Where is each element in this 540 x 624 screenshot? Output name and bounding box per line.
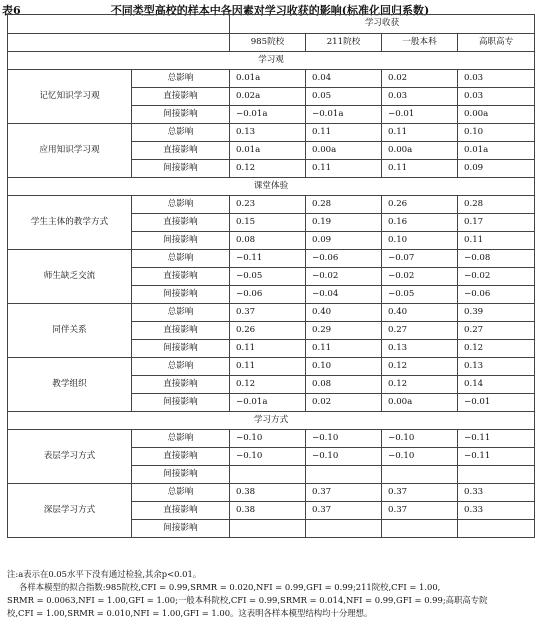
effect-label: 总影响: [132, 304, 230, 322]
effect-label: 总影响: [132, 358, 230, 376]
value-cell: 0.02a: [230, 88, 306, 106]
value-cell: 0.27: [382, 322, 458, 340]
value-cell: −0.11: [458, 448, 535, 466]
table-row: [8, 430, 535, 448]
value-cell: −0.01a: [230, 106, 306, 124]
value-cell: −0.05: [382, 286, 458, 304]
value-cell: 0.12: [230, 160, 306, 178]
note-line: 校,CFI = 1.00,SRMR = 0.010,NFI = 1.00,GFI = 1.00。这表明各样本模型结构均十分理想。: [7, 608, 373, 618]
effect-label: 总影响: [132, 484, 230, 502]
value-cell: 0.13: [458, 358, 535, 376]
value-cell: 0.03: [458, 88, 535, 106]
factor-name: 教学组织: [8, 358, 132, 412]
factor-name: 深层学习方式: [8, 484, 132, 538]
value-cell: 0.28: [306, 196, 382, 214]
section-title: 课堂体验: [8, 178, 535, 196]
value-cell: 0.13: [382, 340, 458, 358]
header-school: 高职高专: [458, 33, 535, 52]
value-cell: −0.10: [382, 448, 458, 466]
value-cell: 0.12: [230, 376, 306, 394]
header-blank: [8, 33, 230, 52]
value-cell: [458, 466, 535, 484]
effect-label: 直接影响: [132, 268, 230, 286]
value-cell: [458, 520, 535, 538]
value-cell: 0.01a: [458, 142, 535, 160]
value-cell: 0.10: [458, 124, 535, 142]
value-cell: 0.03: [382, 88, 458, 106]
value-cell: −0.10: [382, 430, 458, 448]
effect-label: 间接影响: [132, 340, 230, 358]
value-cell: −0.01: [458, 394, 535, 412]
value-cell: 0.00a: [306, 142, 382, 160]
table-row: [8, 358, 535, 376]
value-cell: 0.00a: [458, 106, 535, 124]
table-row: [8, 70, 535, 88]
value-cell: 0.09: [458, 160, 535, 178]
value-cell: −0.11: [230, 250, 306, 268]
value-cell: 0.03: [458, 70, 535, 88]
value-cell: 0.12: [458, 340, 535, 358]
regression-table: [7, 14, 535, 538]
value-cell: 0.23: [230, 196, 306, 214]
factor-name: 应用知识学习观: [8, 124, 132, 178]
value-cell: 0.37: [306, 502, 382, 520]
value-cell: 0.11: [306, 340, 382, 358]
note-line: SRMR = 0.0063,NFI = 1.00,GFI = 1.00;一般本科院校,CFI = 0.99,SRMR = 0.014,NFI = 0.99,GFI = 0.99;高职高专院: [7, 595, 488, 605]
value-cell: 0.11: [458, 232, 535, 250]
effect-label: 直接影响: [132, 448, 230, 466]
value-cell: [382, 520, 458, 538]
header-row-group: [8, 15, 535, 34]
header-school: 一般本科: [382, 33, 458, 52]
table-row: [8, 250, 535, 268]
value-cell: 0.01a: [230, 142, 306, 160]
value-cell: −0.06: [306, 250, 382, 268]
value-cell: 0.39: [458, 304, 535, 322]
section-row: [8, 52, 535, 70]
effect-label: 直接影响: [132, 214, 230, 232]
table-title: 不同类型高校的样本中各因素对学习收获的影响(标准化回归系数): [110, 4, 430, 17]
value-cell: [230, 466, 306, 484]
value-cell: 0.26: [382, 196, 458, 214]
effect-label: 总影响: [132, 430, 230, 448]
value-cell: 0.19: [306, 214, 382, 232]
value-cell: [230, 520, 306, 538]
value-cell: 0.28: [458, 196, 535, 214]
section-row: [8, 412, 535, 430]
value-cell: −0.02: [306, 268, 382, 286]
effect-label: 间接影响: [132, 232, 230, 250]
effect-label: 间接影响: [132, 106, 230, 124]
effect-label: 直接影响: [132, 376, 230, 394]
table-row: [8, 196, 535, 214]
header-row-schools: [8, 33, 535, 52]
header-school: 985院校: [230, 33, 306, 52]
value-cell: [306, 520, 382, 538]
header-blank: [8, 15, 230, 34]
section-title: 学习观: [8, 52, 535, 70]
value-cell: −0.10: [306, 430, 382, 448]
value-cell: 0.17: [458, 214, 535, 232]
value-cell: 0.12: [382, 376, 458, 394]
table-notes: [7, 568, 534, 620]
value-cell: 0.13: [230, 124, 306, 142]
effect-label: 总影响: [132, 196, 230, 214]
value-cell: 0.11: [306, 160, 382, 178]
value-cell: 0.10: [382, 232, 458, 250]
value-cell: 0.05: [306, 88, 382, 106]
table-number: 表6: [2, 4, 21, 17]
value-cell: 0.10: [306, 358, 382, 376]
effect-label: 间接影响: [132, 394, 230, 412]
value-cell: −0.08: [458, 250, 535, 268]
value-cell: −0.02: [382, 268, 458, 286]
value-cell: 0.37: [306, 484, 382, 502]
header-group-label: 学习收获: [230, 15, 535, 34]
factor-name: 师生缺乏交流: [8, 250, 132, 304]
value-cell: 0.02: [382, 70, 458, 88]
value-cell: −0.01a: [306, 106, 382, 124]
value-cell: 0.11: [230, 340, 306, 358]
value-cell: 0.09: [306, 232, 382, 250]
value-cell: 0.11: [382, 124, 458, 142]
value-cell: 0.11: [382, 160, 458, 178]
value-cell: −0.06: [230, 286, 306, 304]
value-cell: 0.08: [306, 376, 382, 394]
value-cell: 0.11: [306, 124, 382, 142]
value-cell: 0.40: [382, 304, 458, 322]
factor-name: 同伴关系: [8, 304, 132, 358]
value-cell: 0.08: [230, 232, 306, 250]
value-cell: 0.15: [230, 214, 306, 232]
effect-label: 直接影响: [132, 502, 230, 520]
value-cell: −0.01: [382, 106, 458, 124]
factor-name: 表层学习方式: [8, 430, 132, 484]
effect-label: 间接影响: [132, 286, 230, 304]
value-cell: 0.29: [306, 322, 382, 340]
value-cell: 0.40: [306, 304, 382, 322]
table-body: [8, 15, 535, 538]
value-cell: 0.00a: [382, 394, 458, 412]
factor-name: 学生主体的教学方式: [8, 196, 132, 250]
value-cell: −0.04: [306, 286, 382, 304]
value-cell: −0.10: [230, 448, 306, 466]
value-cell: −0.10: [306, 448, 382, 466]
note-line: 注:a表示在0.05水平下没有通过检验,其余p<0.01。: [7, 569, 202, 579]
value-cell: 0.00a: [382, 142, 458, 160]
effect-label: 直接影响: [132, 88, 230, 106]
table-row: [8, 484, 535, 502]
value-cell: 0.02: [306, 394, 382, 412]
effect-label: 总影响: [132, 124, 230, 142]
value-cell: −0.01a: [230, 394, 306, 412]
section-title: 学习方式: [8, 412, 535, 430]
effect-label: 间接影响: [132, 520, 230, 538]
section-row: [8, 178, 535, 196]
value-cell: 0.12: [382, 358, 458, 376]
header-school: 211院校: [306, 33, 382, 52]
value-cell: 0.37: [230, 304, 306, 322]
effect-label: 间接影响: [132, 466, 230, 484]
value-cell: [306, 466, 382, 484]
value-cell: 0.26: [230, 322, 306, 340]
value-cell: −0.07: [382, 250, 458, 268]
value-cell: 0.11: [230, 358, 306, 376]
value-cell: 0.38: [230, 484, 306, 502]
factor-name: 记忆知识学习观: [8, 70, 132, 124]
table-row: [8, 304, 535, 322]
value-cell: [382, 466, 458, 484]
value-cell: −0.05: [230, 268, 306, 286]
table-row: [8, 124, 535, 142]
effect-label: 总影响: [132, 250, 230, 268]
note-line: 各样本模型的拟合指数:985院校,CFI = 0.99,SRMR = 0.020,NFI = 0.99,GFI = 0.99;211院校,CFI = 1.00,: [19, 582, 441, 592]
effect-label: 总影响: [132, 70, 230, 88]
value-cell: 0.37: [382, 502, 458, 520]
value-cell: −0.02: [458, 268, 535, 286]
value-cell: 0.14: [458, 376, 535, 394]
value-cell: 0.37: [382, 484, 458, 502]
value-cell: 0.33: [458, 502, 535, 520]
value-cell: 0.16: [382, 214, 458, 232]
value-cell: −0.10: [230, 430, 306, 448]
value-cell: −0.11: [458, 430, 535, 448]
value-cell: 0.38: [230, 502, 306, 520]
value-cell: 0.04: [306, 70, 382, 88]
effect-label: 直接影响: [132, 322, 230, 340]
value-cell: −0.06: [458, 286, 535, 304]
effect-label: 间接影响: [132, 160, 230, 178]
value-cell: 0.27: [458, 322, 535, 340]
value-cell: 0.33: [458, 484, 535, 502]
effect-label: 直接影响: [132, 142, 230, 160]
value-cell: 0.01a: [230, 70, 306, 88]
